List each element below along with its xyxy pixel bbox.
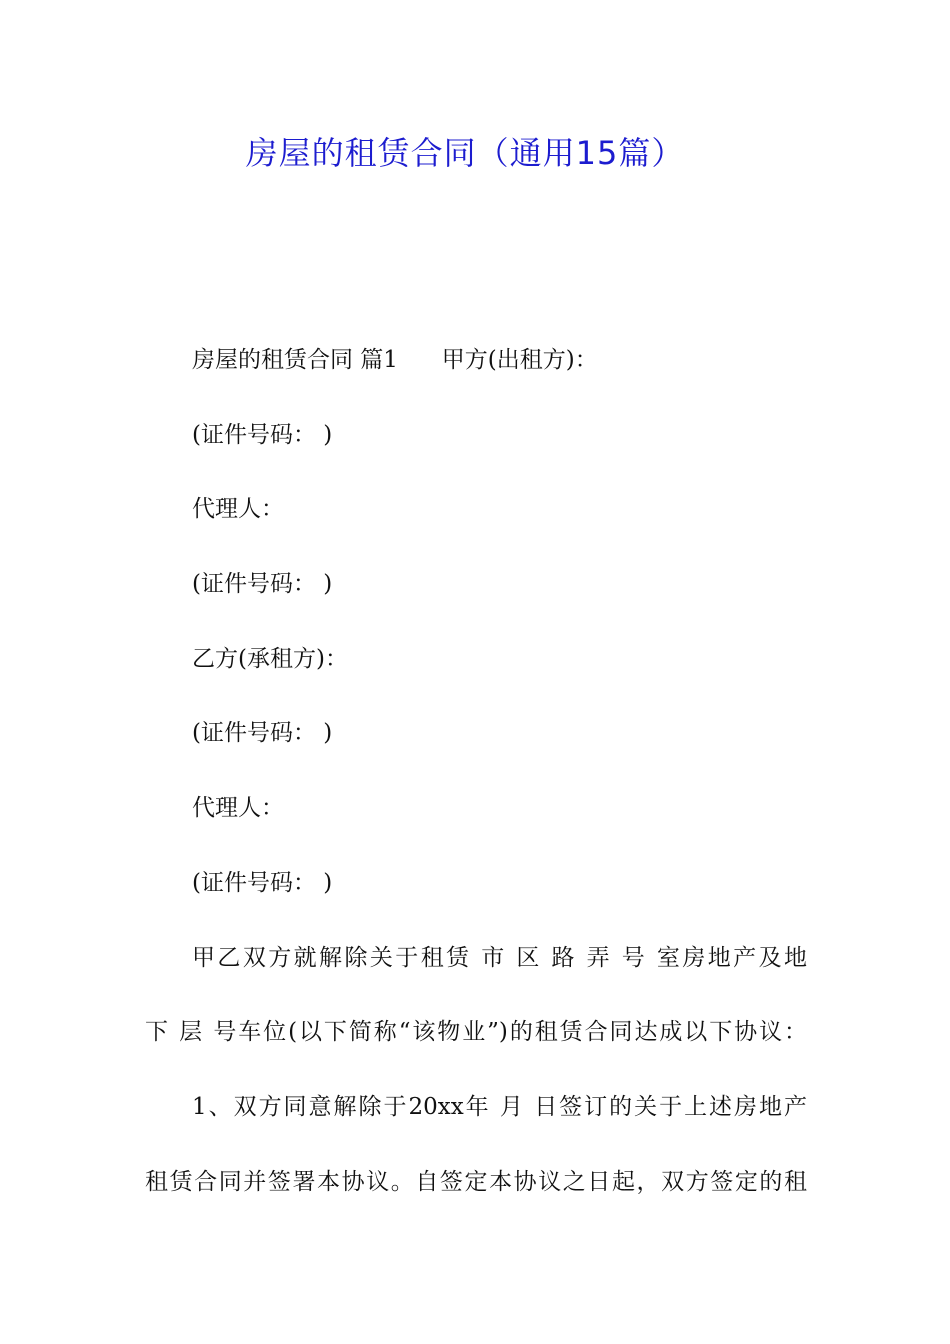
section-heading-line: 房屋的租赁合同 篇1 甲方(出租方)：	[192, 347, 598, 373]
document-title: 房屋的租赁合同（通用15篇）	[245, 134, 685, 172]
paragraph-line: 下 层 号车位(以下简称“该物业”)的租赁合同达成以下协议：	[145, 1019, 807, 1045]
paragraph-line: 甲乙双方就解除关于租赁 市 区 路 弄 号 室房地产及地	[192, 945, 807, 971]
id-number-line: (证件号码： )	[192, 422, 333, 448]
paragraph-line: 1、双方同意解除于20xx年 月 日签订的关于上述房地产	[192, 1094, 807, 1120]
paragraph-line: 租赁合同并签署本协议。自签定本协议之日起，双方签定的租	[145, 1169, 807, 1195]
agent-line: 代理人：	[192, 795, 284, 821]
id-number-line: (证件号码： )	[192, 870, 333, 896]
agent-line: 代理人：	[192, 496, 284, 522]
party-b-line: 乙方(承租方)：	[192, 646, 348, 672]
id-number-line: (证件号码： )	[192, 571, 333, 597]
id-number-line: (证件号码： )	[192, 720, 333, 746]
